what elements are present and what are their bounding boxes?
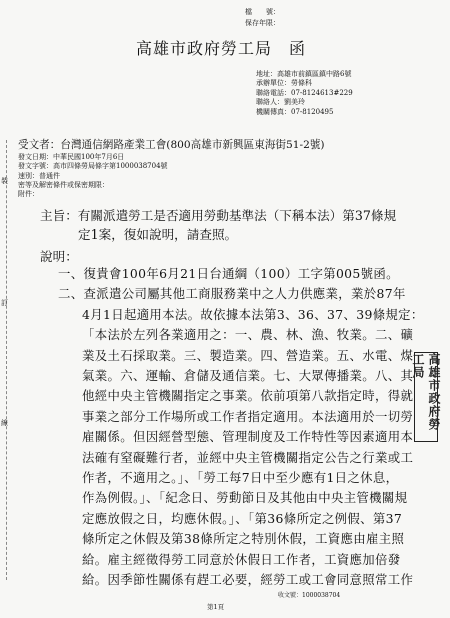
body-line: 法確有窒礙難行者，並經中央主管機關指定公告之行業或工 <box>82 449 414 465</box>
body-line: 一、復貴會100年6月21日台通綱（100）工字第005號函。 <box>58 266 399 281</box>
agency-stamp <box>411 352 441 442</box>
archive-number-label: 檔 號： <box>245 8 280 16</box>
security-level: 密等及解密條件或保密期限： <box>18 180 109 189</box>
body-line: 條所定之休假及第38條所定之特別休假，工資應由雇主照 <box>82 531 405 547</box>
explanation-body <box>58 264 424 591</box>
body-line: 定應放假之日，均應休假。」、「第36條所定之例假、第37 <box>82 510 403 526</box>
sender-phone: 聯絡電話：07-8124613#229 <box>256 88 353 97</box>
sender-fax: 機關傳真：07-8120495 <box>256 107 334 116</box>
binding-line <box>6 140 8 580</box>
subject-line-2: 定1案，復如說明，請查照。 <box>78 227 238 242</box>
speed-class: 速別：普通件 <box>18 171 60 180</box>
explanation-label: 說明： <box>40 249 78 264</box>
body-line: 事業之部分工作場所或工作者指定適用。本法適用於一切勞 <box>82 408 414 424</box>
document-meta <box>18 153 168 199</box>
sender-address: 地址：高雄市前鎮區鎮中路6號 <box>256 70 352 78</box>
body-line: 給。因季節性關係有趕工必要，經勞工或工會同意照常工作 <box>82 572 414 588</box>
sender-unit: 承辦單位：勞條科 <box>256 79 312 88</box>
receipt-number: 收文號：1000038704 <box>278 592 341 599</box>
margin-mark-staple: 訂 <box>1 299 8 307</box>
margin-mark-bind: 裝 <box>1 177 8 185</box>
subject-line-1: 主旨：有關派遣勞工是否適用勞動基準法（下稱本法）第37條規 <box>40 208 397 223</box>
sender-info <box>256 70 353 117</box>
issue-date: 發文日期：中華民國100年7月6日 <box>18 153 125 161</box>
body-line: 作為例假。」、「紀念日、勞動節日及其他由中央主管機關規 <box>82 490 408 506</box>
stamp-text: 高雄市政府勞工局 <box>411 353 441 431</box>
recipient: 受文者：台灣通信網路產業工會(800高雄市新興區東海街51-2號) <box>18 139 325 151</box>
page-number: 第1頁 <box>207 603 225 611</box>
body-line: 他經中央主管機關指定之事業。依前項第八款指定時，得就 <box>82 388 414 404</box>
retention-period-label: 保存年限： <box>245 19 280 27</box>
document-number: 發文字號：高市四條勞局條字第1000038704號 <box>18 162 168 171</box>
body-line: 二、查派遣公司屬其他工商服務業中之人力供應業，業於87年 <box>58 286 406 302</box>
body-line: 作者，不適用之。」、「勞工每7日中至少應有1日之休息， <box>82 470 399 486</box>
body-line: 氣業。六、運輸、倉儲及通信業。七、大眾傳播業。八、其 <box>82 368 414 384</box>
subject <box>40 206 396 244</box>
margin-mark-line: 線 <box>1 419 8 427</box>
body-line: 業及土石採取業。三、製造業。四、營造業。五、水電、煤 <box>82 347 414 363</box>
sender-contact: 聯絡人：劉美玲 <box>256 98 305 107</box>
document-title: 高雄市政府勞工局 函 <box>136 39 307 58</box>
body-line: 4月1日起適用本法。故依據本法第3、36、37、39條規定： <box>82 306 424 322</box>
body-line: 雇關係。但因經營型態、管理制度及工作特性等因素適用本 <box>82 429 414 445</box>
body-line: 給。雇主經徵得勞工同意於休假日工作者，工資應加倍發 <box>82 551 401 567</box>
body-line: 「本法於左列各業適用之：一、農、林、漁、牧業。二、礦 <box>82 327 414 343</box>
attachments: 附件： <box>18 190 39 199</box>
